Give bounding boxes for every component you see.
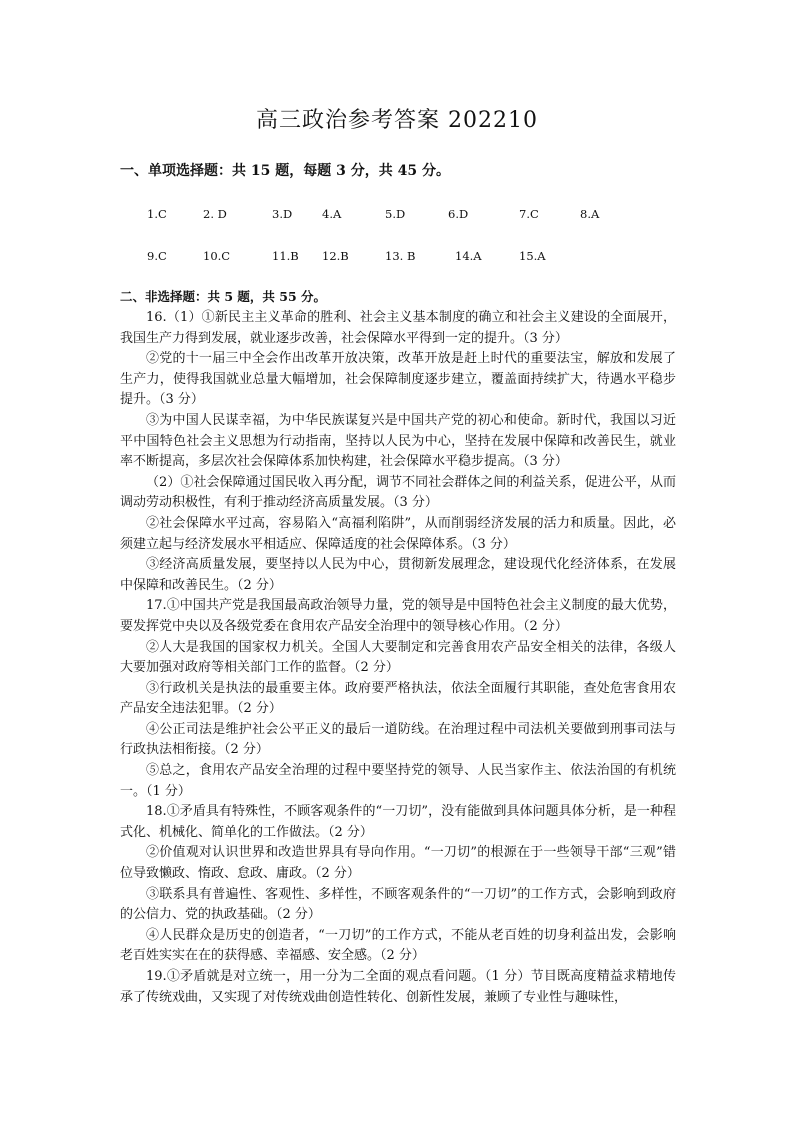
answer-paragraph: ②人大是我国的国家权力机关。全国人大要制定和完善食用农产品安全相关的法律，各级人大要加强对政府等相关部门工作的监督。（2 分） [120, 639, 676, 676]
answer-item: 5.D [385, 207, 406, 221]
answer-paragraph: ③经济高质量发展，要坚持以人民为中心，贯彻新发展理念，建设现代化经济体系，在发展中保障和改善民生。（2 分） [120, 557, 676, 593]
answer-item: 4.A [322, 207, 342, 221]
answer-item: 9.C [147, 249, 167, 263]
answer-item: 8.A [580, 207, 600, 221]
answer-item: 2. D [203, 207, 227, 221]
answer-row-2 [0, 249, 794, 267]
answer-row-1 [0, 207, 794, 225]
answer-paragraph: ④公正司法是维护社会公平正义的最后一道防线。在治理过程中司法机关要做到刑事司法与行政执法相衔接。（2 分） [120, 721, 676, 758]
answer-paragraph: ②价值观对认识世界和改造世界具有导向作用。“一刀切”的根源在于一些领导干部“三观”错位导致懒政、惰政、怠政、庸政。（2 分） [120, 845, 676, 882]
answer-paragraph: ③为中国人民谋幸福，为中华民族谋复兴是中国共产党的初心和使命。新时代，我国以习近平中国特色社会主义思想为行动指南，坚持以人民为中心，坚持在发展中保障和改善民生，就业率不断提高，多层次社会保障体系加快构建，社会保障水平稳步提高。（3 分） [120, 412, 676, 470]
answer-paragraph: 19.①矛盾就是对立统一，用一分为二全面的观点看问题。（1 分）节目既高度精益求精地传承了传统戏曲，又实现了对传统戏曲创造性转化、创新性发展，兼顾了专业性与趣味性， [120, 969, 676, 1005]
answer-paragraph: （2）①社会保障通过国民收入再分配，调节不同社会群体之间的利益关系，促进公平，从而调动劳动积极性，有利于推动经济高质量发展。（3 分） [120, 474, 676, 511]
answer-item: 1.C [147, 207, 167, 221]
answer-item: 10.C [203, 249, 231, 263]
answer-paragraph: ⑤总之，食用农产品安全治理的过程中要坚持党的领导、人民当家作主、依法治国的有机统一。（1 分） [120, 763, 676, 799]
answer-item: 3.D [272, 207, 293, 221]
answer-paragraph: 18.①矛盾具有特殊性，不顾客观条件的“一刀切”，没有能做到具体问题具体分析，是一种程式化、机械化、简单化的工作做法。（2 分） [120, 804, 676, 840]
answer-item: 7.C [519, 207, 539, 221]
answer-paragraph: 17.①中国共产党是我国最高政治领导力量，党的领导是中国特色社会主义制度的最大优势，要发挥党中央以及各级党委在食用农产品安全治理中的领导核心作用。（2 分） [120, 598, 676, 634]
page-title: 高三政治参考答案 202210 [256, 108, 538, 133]
answer-item: 13. B [385, 249, 416, 263]
answer-item: 15.A [519, 249, 546, 263]
section2-body [120, 308, 676, 1008]
answer-paragraph: ②社会保障水平过高，容易陷入“高福利陷阱”，从而削弱经济发展的活力和质量。因此，必须建立起与经济发展水平相适应、保障适度的社会保障体系。（3 分） [120, 515, 676, 552]
answer-item: 11.B [272, 249, 299, 263]
section2-heading: 二、非选择题：共 5 题，共 55 分。 [120, 289, 327, 304]
answer-paragraph: 16.（1）①新民主主义革命的胜利、社会主义基本制度的确立和社会主义建设的全面展开，我国生产力得到发展，就业逐步改善，社会保障水平得到一定的提升。（3 分） [120, 310, 676, 346]
answer-paragraph: ③联系具有普遍性、客观性、多样性，不顾客观条件的“一刀切”的工作方式，会影响到政府的公信力、党的执政基础。（2 分） [120, 886, 676, 923]
section1-heading: 一、单项选择题：共 15 题，每题 3 分，共 45 分。 [120, 163, 450, 179]
answer-item: 12.B [322, 249, 349, 263]
answer-paragraph: ④人民群众是历史的创造者，“一刀切”的工作方式，不能从老百姓的切身利益出发，会影响老百姓实实在在的获得感、幸福感、安全感。（2 分） [120, 927, 676, 964]
answer-item: 14.A [455, 249, 482, 263]
answer-item: 6.D [448, 207, 469, 221]
answer-paragraph: ③行政机关是执法的最重要主体。政府要严格执法，依法全面履行其职能，查处危害食用农产品安全违法犯罪。（2 分） [120, 680, 676, 717]
answer-paragraph: ②党的十一届三中全会作出改革开放决策，改革开放是赶上时代的重要法宝，解放和发展了生产力，使得我国就业总量大幅增加，社会保障制度逐步建立，覆盖面持续扩大，待遇水平稳步提升。（3 分） [120, 351, 676, 408]
